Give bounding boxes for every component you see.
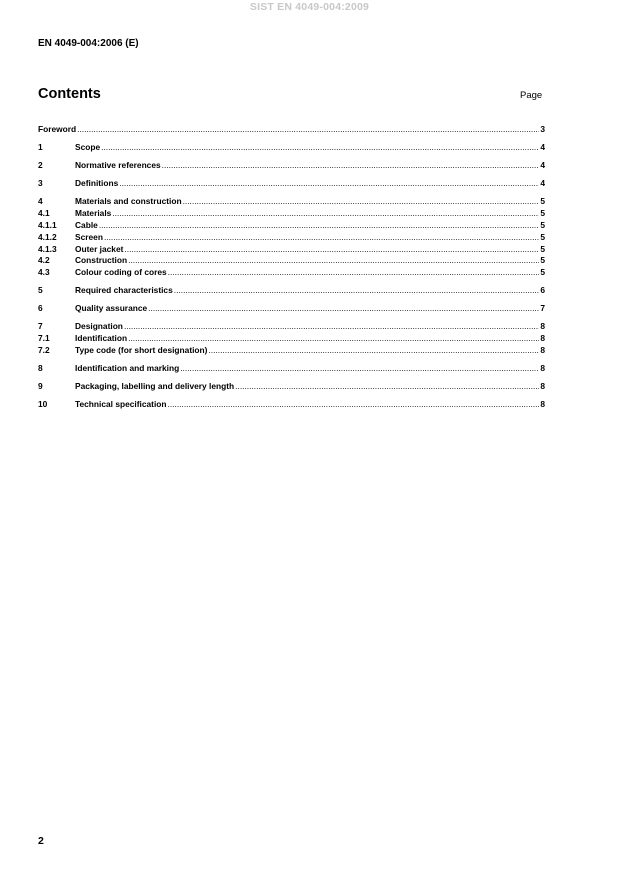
toc-entry-text: Materials <box>75 208 112 219</box>
toc-entry-text: Definitions <box>75 178 119 189</box>
toc-entry-2[interactable] <box>38 160 545 172</box>
toc-entry-text: Identification <box>75 333 128 344</box>
toc-entry-text: Foreword <box>38 124 77 134</box>
toc-entry-foreword[interactable] <box>38 124 545 136</box>
toc-entry-text: Cable <box>75 219 98 230</box>
toc-leader <box>162 160 540 172</box>
toc-entry-text: Screen <box>75 231 103 242</box>
toc-entry-page: 5 <box>540 231 545 242</box>
toc-entry-text: Quality assurance <box>75 303 148 314</box>
toc-entry-1[interactable] <box>38 142 545 154</box>
toc-entry-10[interactable] <box>38 399 545 411</box>
toc-entry-4-1-3[interactable] <box>38 244 545 256</box>
toc-entry-number: 7 <box>38 321 43 332</box>
toc-entry-page: 8 <box>540 363 545 374</box>
toc-entry-page: 4 <box>540 160 545 171</box>
toc-entry-text: Packaging, labelling and delivery length <box>75 381 235 392</box>
toc-entry-text: Materials and construction <box>75 196 182 207</box>
toc-leader <box>128 333 539 345</box>
toc-entry-text: Outer jacket <box>75 243 124 254</box>
toc-entry-number: 4.2 <box>38 255 50 266</box>
toc-entry-number: 10 <box>38 399 48 410</box>
toc-entry-4-3[interactable] <box>38 267 545 279</box>
toc-entry-number: 9 <box>38 381 43 392</box>
toc-leader <box>112 208 539 220</box>
toc-entry-page: 8 <box>540 381 545 392</box>
toc-entry-number: 4.1.1 <box>38 219 57 230</box>
page-column-label: Page <box>520 90 543 101</box>
toc-leader <box>99 220 540 232</box>
toc-entry-5[interactable] <box>38 285 545 297</box>
toc-entry-page: 8 <box>540 333 545 344</box>
page-number: 2 <box>38 835 44 847</box>
toc-entry-7[interactable] <box>38 321 545 333</box>
toc-entry-page: 5 <box>540 196 545 207</box>
toc-entry-page: 4 <box>540 142 545 153</box>
watermark: SIST EN 4049-004:2009 <box>249 1 370 13</box>
toc-leader <box>168 267 540 279</box>
toc-entry-8[interactable] <box>38 363 545 375</box>
toc-leader <box>168 399 540 411</box>
toc-entry-number: 5 <box>38 285 43 296</box>
toc-entry-page: 3 <box>540 124 545 134</box>
toc-entry-page: 5 <box>540 219 545 230</box>
toc-entry-number: 4.1 <box>38 208 50 219</box>
toc-entry-text: Construction <box>75 255 128 266</box>
contents-title: Contents <box>38 86 101 102</box>
toc-leader <box>104 232 539 244</box>
toc-leader <box>174 285 540 297</box>
toc-entry-6[interactable] <box>38 303 545 315</box>
toc-leader <box>128 255 539 267</box>
toc-entry-4-1[interactable] <box>38 208 545 220</box>
toc-entry-number: 4 <box>38 196 43 207</box>
toc-entry-page: 7 <box>540 303 545 314</box>
toc-entry-number: 2 <box>38 160 43 171</box>
toc-entry-text: Colour coding of cores <box>75 267 167 278</box>
toc-entry-3[interactable] <box>38 178 545 190</box>
toc-leader <box>101 142 539 154</box>
toc-entry-text: Type code (for short designation) <box>75 345 208 356</box>
toc-entry-number: 3 <box>38 178 43 189</box>
toc-entry-9[interactable] <box>38 381 545 393</box>
toc-entry-text: Required characteristics <box>75 285 173 296</box>
toc-leader <box>119 178 539 190</box>
toc-entry-page: 5 <box>540 243 545 254</box>
toc-entry-text: Normative references <box>75 160 161 171</box>
toc-entry-4-1-1[interactable] <box>38 220 545 232</box>
toc-entry-number: 4.1.3 <box>38 243 57 254</box>
toc-entry-text: Designation <box>75 321 123 332</box>
toc-leader <box>124 244 539 256</box>
toc-entry-page: 5 <box>540 255 545 266</box>
toc-leader <box>180 363 539 375</box>
toc-entry-7-1[interactable] <box>38 333 545 345</box>
toc-entry-number: 8 <box>38 363 43 374</box>
toc-entry-page: 8 <box>540 345 545 356</box>
toc-entry-page: 8 <box>540 321 545 332</box>
toc-leader <box>77 124 539 136</box>
toc-entry-text: Identification and marking <box>75 363 180 374</box>
toc-entry-number: 4.1.2 <box>38 231 57 242</box>
toc-entry-4-2[interactable] <box>38 255 545 267</box>
toc-entry-number: 7.1 <box>38 333 50 344</box>
toc-entry-page: 8 <box>540 399 545 410</box>
toc-entry-text: Scope <box>75 142 101 153</box>
toc-leader <box>235 381 539 393</box>
toc-leader <box>183 196 540 208</box>
toc-leader <box>124 321 539 333</box>
toc-entry-page: 5 <box>540 208 545 219</box>
toc-entry-7-2[interactable] <box>38 345 545 357</box>
toc-entry-number: 4.3 <box>38 267 50 278</box>
table-of-contents <box>38 124 545 411</box>
toc-leader <box>208 345 539 357</box>
toc-entry-page: 4 <box>540 178 545 189</box>
toc-leader <box>148 303 539 315</box>
toc-entry-4-1-2[interactable] <box>38 232 545 244</box>
toc-entry-page: 6 <box>540 285 545 296</box>
document-id: EN 4049-004:2006 (E) <box>38 38 139 49</box>
toc-entry-number: 6 <box>38 303 43 314</box>
toc-entry-4[interactable] <box>38 196 545 208</box>
toc-entry-number: 1 <box>38 142 43 153</box>
toc-entry-text: Technical specification <box>75 399 167 410</box>
toc-entry-page: 5 <box>540 267 545 278</box>
toc-entry-number: 7.2 <box>38 345 50 356</box>
